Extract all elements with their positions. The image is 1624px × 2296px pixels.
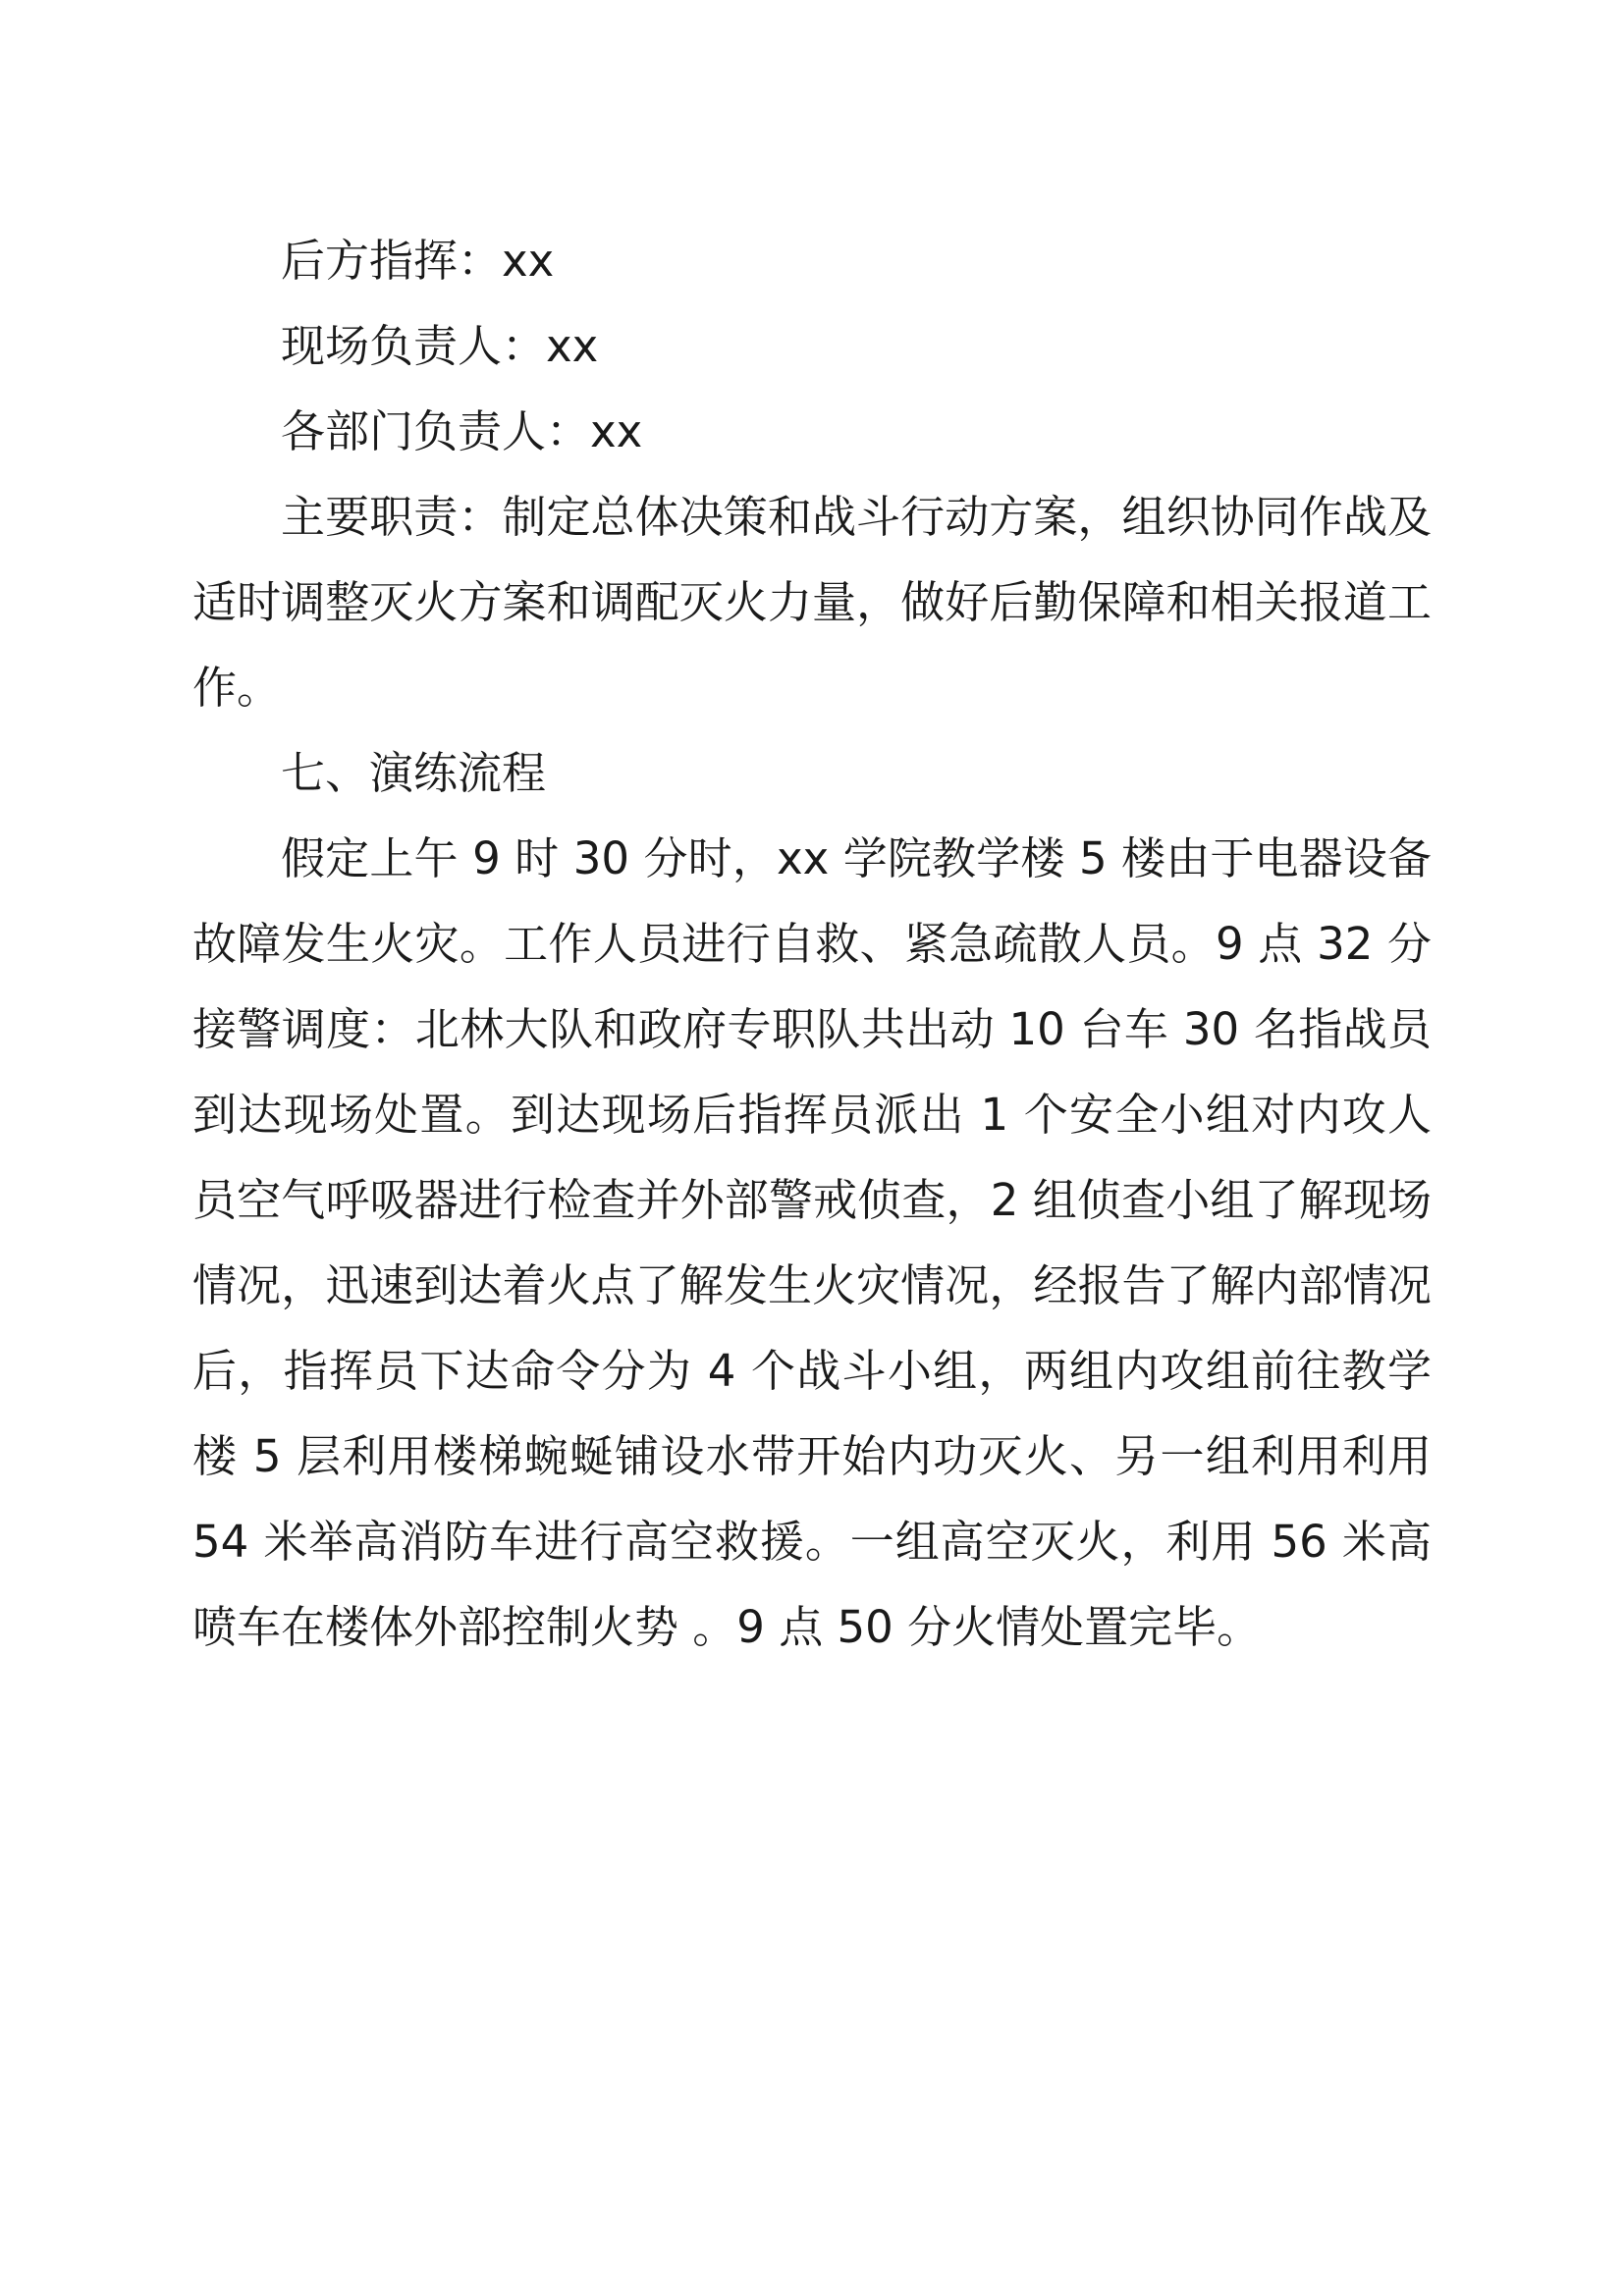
- drill-process-paragraph: 假定上午 9 时 30 分时，xx 学院教学楼 5 楼由于电器设备故障发生火灾。工作人员进行自救、紧急疏散人员。9 点 32 分接警调度：北林大队和政府专职队共出动 10 台车 30 名指战员到达现场处置。到达现场后指挥员派出 1 个安全小组对内攻人员空气呼吸器进行检查并外部警戒侦查，2 组侦查小组了解现场情况，迅速到达着火点了解发生火灾情况，经报告了解内部情况后，指挥员下达命令分为 4 个战斗小组，两组内攻组前往教学楼 5 层利用楼梯蜿蜒铺设水带开始内功灭火、另一组利用利用 54 米举高消防车进行高空救援。一组高空灭火，利用 56 米高喷车在楼体外部控制火势 。9 点 50 分火情处置完毕。: [192, 832, 1432, 1653]
- rear-commander-line: 后方指挥：xx: [281, 235, 555, 287]
- section-heading-drill-process: 七、演练流程: [281, 747, 547, 799]
- main-duties-paragraph: 主要职责：制定总体决策和战斗行动方案，组织协同作战及适时调整灭火方案和调配灭火力量，做好后勤保障和相关报道工作。: [192, 491, 1432, 714]
- department-leaders-line: 各部门负责人：xx: [281, 405, 643, 457]
- document-body: [192, 218, 1432, 1670]
- site-leader-line: 现场负责人：xx: [281, 320, 599, 372]
